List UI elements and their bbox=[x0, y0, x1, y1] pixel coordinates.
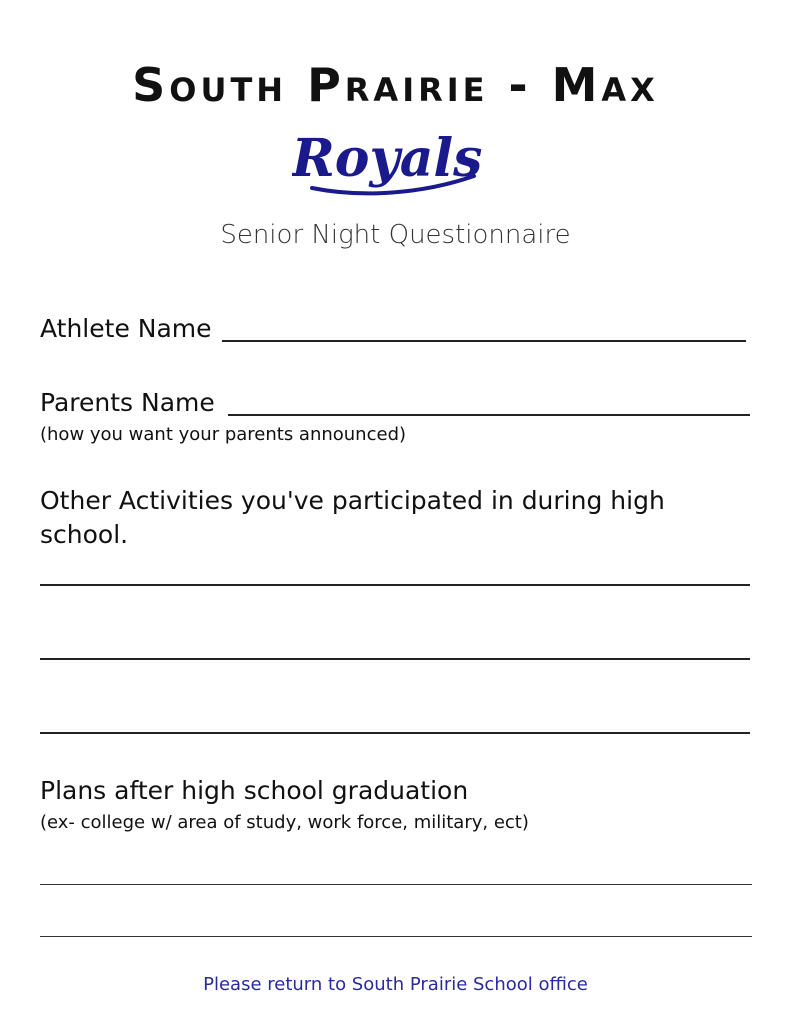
parents-name-label: Parents Name bbox=[40, 388, 215, 417]
parents-name-field[interactable] bbox=[228, 414, 750, 416]
parents-name-note: (how you want your parents announced) bbox=[40, 424, 407, 445]
activities-question: Other Activities you've participated in during high school. bbox=[40, 486, 665, 549]
plans-label: Plans after high school graduation bbox=[40, 776, 469, 805]
athlete-name-label: Athlete Name bbox=[40, 314, 212, 343]
subtitle: Senior Night Questionnaire bbox=[220, 220, 571, 250]
plans-note: (ex- college w/ area of study, work force, military, ect) bbox=[40, 812, 529, 833]
activities-field-2[interactable] bbox=[40, 658, 750, 660]
activities-field-1[interactable] bbox=[40, 584, 750, 586]
logo-text: Royals bbox=[292, 128, 482, 189]
page-title: South Prairie - Max bbox=[132, 58, 659, 112]
activities-field-3[interactable] bbox=[40, 732, 750, 734]
royals-logo bbox=[292, 124, 482, 212]
plans-field-2[interactable] bbox=[40, 936, 752, 937]
athlete-name-field[interactable] bbox=[222, 340, 746, 342]
footer-note: Please return to South Prairie School office bbox=[203, 974, 588, 995]
plans-field-1[interactable] bbox=[40, 884, 752, 885]
